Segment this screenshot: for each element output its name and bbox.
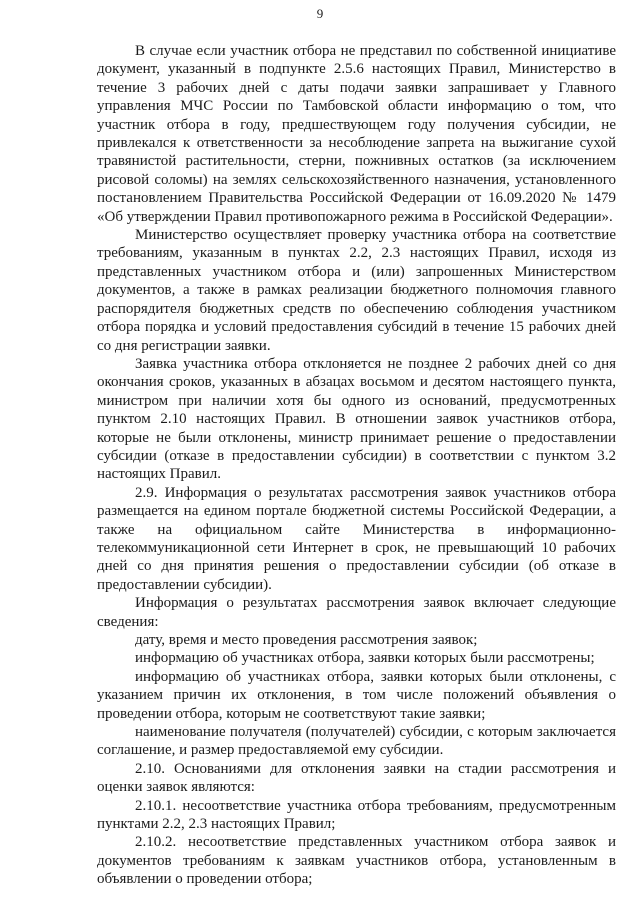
paragraph: наименование получателя (получателей) субсидии, с которым заключается соглашение, и размер предоставляемой ему субсидии. [97, 724, 616, 759]
paragraph: дату, время и место проведения рассмотрения заявок; [135, 632, 478, 648]
paragraph: 2.9. Информация о результатах рассмотрения заявок участников отбора размещается на едином портале бюджетной системы Российской Федерации, а также на официальном сайте Министерства в информационно-телекоммуникационной сети Интернет в срок, не превышающий 10 рабочих дней со дня принятия решения о предоставлении субсидии (об отказе в предоставлении субсидии). [97, 484, 616, 593]
paragraph: 2.10. Основаниями для отклонения заявки на стадии рассмотрения и оценки заявок являются: [97, 760, 616, 796]
page-number: 9 [316, 6, 324, 21]
paragraph: 2.10.2. несоответствие представленных участником отбора заявок и документов требованиям к заявкам участников отбора, установленным в объявлении о проведении отбора; [97, 834, 616, 888]
paragraph: Заявка участника отбора отклоняется не позднее 2 рабочих дней со дня окончания сроков, указанных в абзацах восьмом и десятом настоящего пункта, министром при наличии хотя бы одного из оснований, предусмотренных пунктом 2.10 настоящих Правил. В отношении заявок участников отбора, которые не были отклонены, министр принимает решение о предоставлении субсидии (отказе в предоставлении субсидии) в соответствии с пунктом 3.2 настоящих Правил. [97, 355, 616, 483]
body-text [97, 42, 616, 889]
paragraph: Информация о результатах рассмотрения заявок включает следующие сведения: [97, 595, 616, 630]
paragraph: 2.10.1. несоответствие участника отбора требованиям, предусмотренным пунктами 2.2, 2.3 настоящих Правил; [97, 797, 616, 833]
paragraph: Министерство осуществляет проверку участника отбора на соответствие требованиям, указанным в пунктах 2.2, 2.3 настоящих Правил, исходя из представленных участником отбора и (или) запрошенных Министерством документов, а также в рамках реализации бюджетного полномочия главного распорядителя бюджетных средств по обеспечению соблюдения участником отбора порядка и условий предоставления субсидий в течение 15 рабочих дней со дня регистрации заявки. [97, 227, 616, 354]
paragraph: В случае если участник отбора не представил по собственной инициативе документ, указанный в подпункте 2.5.6 настоящих Правил, Министерство в течение 3 рабочих дней с даты подачи заявки запрашивает у Главного управления МЧС России по Тамбовской области информацию о том, что участник отбора в году, предшествующем году получения субсидии, не привлекался к ответственности за несоблюдение запрета на выжигание сухой травянистой растительности, стерни, пожнивных остатков (за исключением рисовой соломы) на землях сельскохозяйственного назначения, установленного постановлением Правительства Российской Федерации от 16.09.2020 № 1479 «Об утверждении Правил противопожарного режима в Российской Федерации». [97, 43, 616, 225]
paragraph: информацию об участниках отбора, заявки которых были отклонены, с указанием причин их отклонения, в том числе положений объявления о проведении отбора, которым не соответствуют такие заявки; [97, 668, 616, 722]
paragraph: информацию об участниках отбора, заявки которых были рассмотрены; [135, 650, 595, 667]
